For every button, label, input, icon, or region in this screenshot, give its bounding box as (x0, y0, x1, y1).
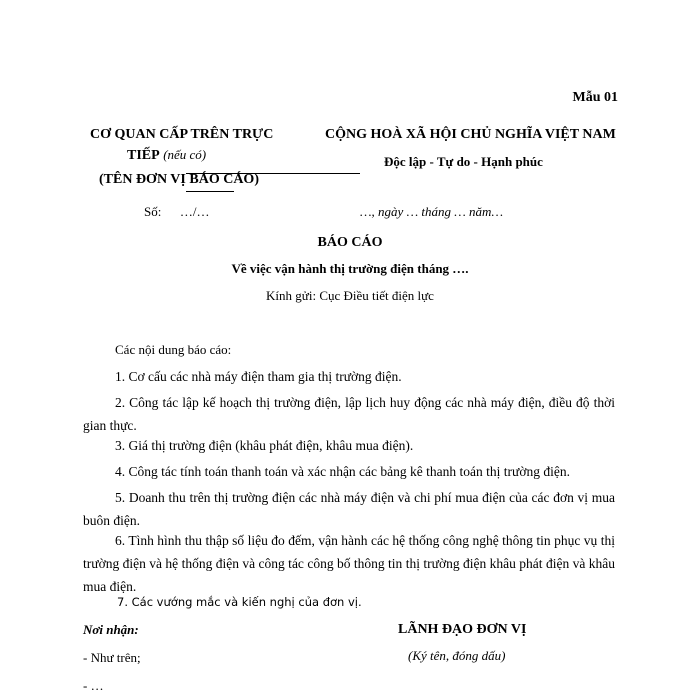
content-item-3 (83, 434, 615, 457)
document-subject: Về việc vận hành thị trường điện tháng …. (231, 261, 469, 276)
superior-agency-note: (nếu có) (163, 147, 207, 162)
signer-title: LÃNH ĐẠO ĐƠN VỊ (398, 622, 527, 637)
content-item-2 (83, 391, 615, 437)
superior-agency-line2 (127, 147, 206, 164)
content-item-7: 7. Các vướng mắc và kiến nghị của đơn vị. (117, 595, 362, 609)
document-number-value: …/… (179, 204, 210, 219)
content-intro: Các nội dung báo cáo: (115, 342, 232, 357)
date-line: …, ngày … tháng … năm… (360, 204, 504, 219)
national-motto: Độc lập - Tự do - Hạnh phúc (384, 154, 543, 169)
document-number (144, 204, 209, 220)
document-number-label: Số: (144, 204, 162, 219)
superior-agency-tiep: TIẾP (127, 148, 160, 163)
document-title: BÁO CÁO (317, 235, 383, 250)
content-item-3-text: 3. Giá thị trường điện (khâu phát điện, khâu mua điện). (115, 438, 414, 453)
signer-note: (Ký tên, đóng dấu) (408, 648, 506, 663)
content-item-4 (83, 460, 615, 483)
content-item-5 (83, 486, 615, 532)
content-item-1-text: 1. Cơ cấu các nhà máy điện tham gia thị trường điện. (115, 369, 402, 384)
header-underline-short (186, 191, 234, 192)
content-item-2-text: 2. Công tác lập kế hoạch thị trường điện, lập lịch huy động các nhà máy điện, điều độ thời gian thực. (83, 395, 615, 433)
content-item-6 (83, 529, 615, 598)
content-item-1 (83, 365, 615, 388)
recipient-item: - … (83, 678, 104, 693)
recipients-label: Nơi nhận: (83, 622, 139, 637)
superior-agency-line1: CƠ QUAN CẤP TRÊN TRỰC (90, 127, 274, 142)
national-title: CỘNG HOÀ XÃ HỘI CHỦ NGHĨA VIỆT NAM (325, 127, 616, 142)
form-number: Mẫu 01 (572, 90, 618, 105)
content-item-4-text: 4. Công tác tính toán thanh toán và xác nhận các bảng kê thanh toán thị trường điện. (115, 464, 570, 479)
reporting-unit-name: (TÊN ĐƠN VỊ BÁO CÁO) (99, 172, 259, 187)
recipient-item: - Như trên; (83, 650, 141, 665)
content-item-5-text: 5. Doanh thu trên thị trường điện các nhà máy điện và chi phí mua điện của các đơn vị mua buôn điện. (83, 490, 615, 528)
content-item-6-text: 6. Tình hình thu thập số liệu đo đếm, vận hành các hệ thống công nghệ thông tin phục vụ thị trường điện và hệ thống điện và công tác công bố thông tin thị trường điện khâu phát điện và khâu mua điện. (83, 533, 615, 594)
document-recipient: Kính gửi: Cục Điều tiết điện lực (266, 288, 434, 303)
